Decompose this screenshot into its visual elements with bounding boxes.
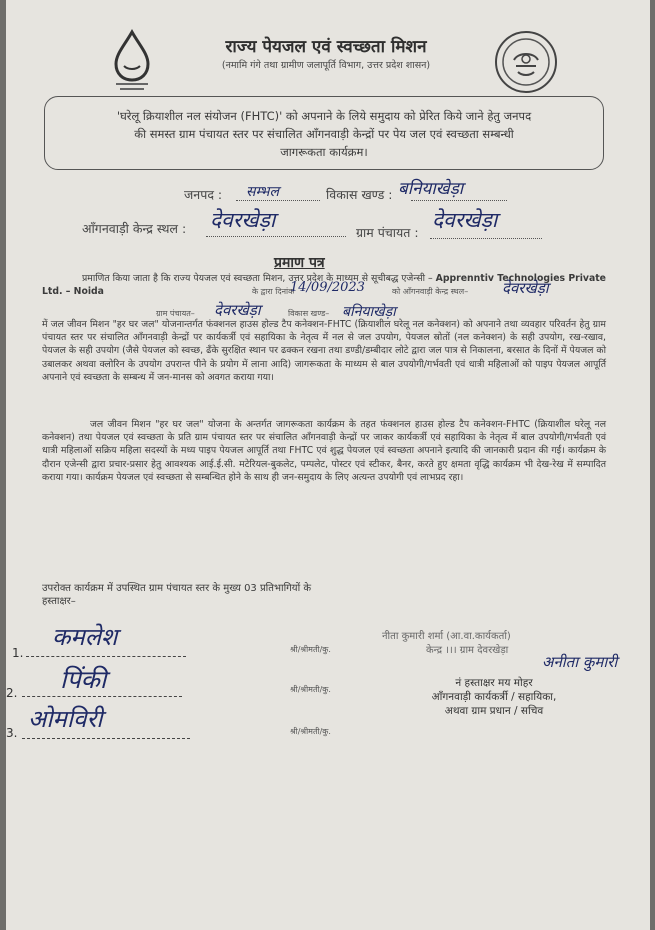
up-government-emblem-icon: [494, 30, 558, 94]
department-subtitle: (नमामि गंगे तथा ग्रामीण जलापूर्ति विभाग, उत्तर प्रदेश शासन): [221, 60, 431, 71]
block-line: [411, 200, 507, 201]
date-label: के द्वारा दिनांक: [252, 287, 295, 296]
official-designation: नं हस्ताक्षर मय मोहर ऑंगनवाड़ी कार्यकर्त्री / सहायिका, अथवा ग्राम प्रधान / सचिव: [431, 677, 557, 717]
paragraph-1-intro: प्रमाणित किया जाता है कि राज्य पेयजल एवं स्वच्छता मिशन, उत्तर प्रदेश के माध्यम से सूचीबद्ध एजेन्सी – Apprenntiv Technologies Private Ltd. – Noida: [42, 273, 606, 298]
block-label-inline: विकास खण्ड–: [288, 309, 330, 318]
official-stamp: नीता कुमारी शर्मा (आ.वा.कार्यकर्ता) केन्द्र ।।। ग्राम देवरखेड़ा: [382, 631, 511, 656]
participant-signature: पिंकी: [60, 665, 107, 694]
signature-line: [26, 656, 186, 657]
center-value: देवरखेड़ा: [210, 208, 276, 232]
panchayat-label-inline: ग्राम पंचायत–: [156, 309, 195, 318]
participant-caption: श्री/श्रीमती/कु.: [290, 727, 331, 736]
panchayat-value: देवरखेड़ा: [432, 208, 498, 232]
district-value: सम्भल: [246, 184, 279, 200]
programme-banner: [44, 96, 604, 170]
participant-number: 1.: [12, 646, 24, 660]
participant-signature: कमलेश: [52, 623, 118, 651]
banner-line-2: की समस्त ग्राम पंचायत स्तर पर संचालित ऑंगनवाड़ी केन्द्रों पर पेय जल एवं स्वच्छता सम्बन्धी: [134, 127, 514, 141]
water-drop-logo-icon: [102, 28, 162, 92]
block-value-inline: बनियाखेड़ा: [342, 304, 396, 320]
certificate-title: प्रमाण पत्र: [274, 255, 325, 271]
block-value: बनियाखेड़ा: [398, 179, 464, 199]
department-title: राज्य पेयजल एवं स्वच्छता मिशन: [225, 37, 427, 57]
participant-caption: श्री/श्रीमती/कु.: [290, 685, 331, 694]
center-value-inline: देवरखेड़ा: [502, 279, 549, 297]
participant-number: 2.: [6, 686, 18, 700]
block-label: विकास खण्ड :: [326, 187, 393, 202]
center-label: ऑंगनवाड़ी केन्द्र स्थल :: [82, 221, 187, 236]
official-signature: अनीता कुमारी: [542, 653, 618, 671]
participant-caption: श्री/श्रीमती/कु.: [290, 645, 331, 654]
signature-line: [22, 738, 190, 739]
center-line: [206, 236, 346, 237]
paragraph-2: जल जीवन मिशन "हर घर जल" योजना के अन्तर्गत जागरूकता कार्यक्रम के तहत फंक्शनल हाउस होल्ड टैप कनेक्शन-FHTC (क्रियाशील घरेलू नल कनेक्शन) तथा पेयजल एवं स्वच्छता के प्रति ग्राम पंचायत स्तर पर संचालित ऑंगनवाड़ी केन्द्रों पर जाकर कार्यकर्त्री एवं सहायिका के नेतृत्व में बाल उपयोगी/गर्भवती एवं धात्री महिलाओं सक्रिय महिला सदस्यों के मध्य पाइप पेयजल आपूर्ति तथा FHTC एवं शुद्ध पेयजल एवं स्वच्छता अपनाने इत्यादि की जानकारी प्रदान की गई। कार्यक्रम के दौरान एजेन्सी द्वारा प्रचार-प्रसार हेतु आवश्यक आई.ई.सी. मटेरियल-बुकलेट, पम्पलेट, पोस्टर एवं स्टीकर, बैनर, करते हुए क्षमता वृद्धि कार्यक्रम भी देख-रेख में सम्पादित कराया गया। कार्यक्रम पेयजल एवं स्वच्छता से सम्बन्धित होने के साथ ही जन-समुदाय के लिए अत्यन्त उपयोगी एवं लाभप्रद रहा।: [42, 419, 606, 483]
participant-signature: ओमविरी: [28, 705, 103, 733]
date-value: 14/09/2023: [290, 280, 365, 295]
certificate-page: [6, 0, 650, 930]
banner-line-1: 'घरेलू क्रियाशील नल संयोजन (FHTC)' को अपनाने के लिये समुदाय को प्रेरित किये जाने हेतु जनपद: [116, 109, 532, 123]
panchayat-value-inline: देवरखेड़ा: [214, 301, 261, 319]
signature-line: [22, 696, 182, 697]
panchayat-label: ग्राम पंचायत :: [356, 225, 419, 240]
paragraph-1: में जल जीवन मिशन "हर घर जल" योजनान्तर्गत फंक्शनल हाउस होल्ड टैप कनेक्शन-FHTC (क्रियाशील घरेलू नल कनेक्शन) को अपनाने तथा व्यवहार परिवर्तन हेतु ग्राम पंचायत स्तर पर संचालित ऑंगनवाड़ी केन्द्रों पर कार्यकर्त्री एवं सहायिका के नेतृत्व में नल से जल उपयोग, पेयजल स्रोतों (नल कनेक्शन) के सही उपयोग, रख-रखाव, पेयजल के सही उपयोग (जैसे पेयजल को स्वच्छ, ढँके सुरक्षित स्थान पर ढक्कन रखना तथा डण्डी/डम्बीदार लोटे द्वारा जल पात्र से निकालना, बरसात के दिनों में पेयजल को उबालकर अथवा क्लोरिन के उपयोग उपरान्त पीने के प्रयोग में लाना आदि) जागरूकता के माध्यम से बाल उपयोगी/गर्भवती एवं धात्री महिलाओं को पाइप पेयजल आपूर्ति अपनाने एवं स्वच्छता के सम्बन्ध में जन-मानस को अवगत कराया गया।: [42, 319, 606, 383]
participant-number: 3.: [6, 726, 18, 740]
district-label: जनपद :: [184, 187, 223, 202]
participants-intro: उपरोक्त कार्यक्रम में उपस्थित ग्राम पंचायत स्तर के मुख्य 03 प्रतिभागियों के हस्ताक्षर–: [42, 583, 312, 608]
banner-line-3: जागरूकता कार्यक्रम।: [280, 145, 368, 159]
panchayat-line: [430, 238, 542, 239]
center-label-inline: को ऑंगनवाड़ी केन्द्र स्थल–: [392, 287, 469, 296]
